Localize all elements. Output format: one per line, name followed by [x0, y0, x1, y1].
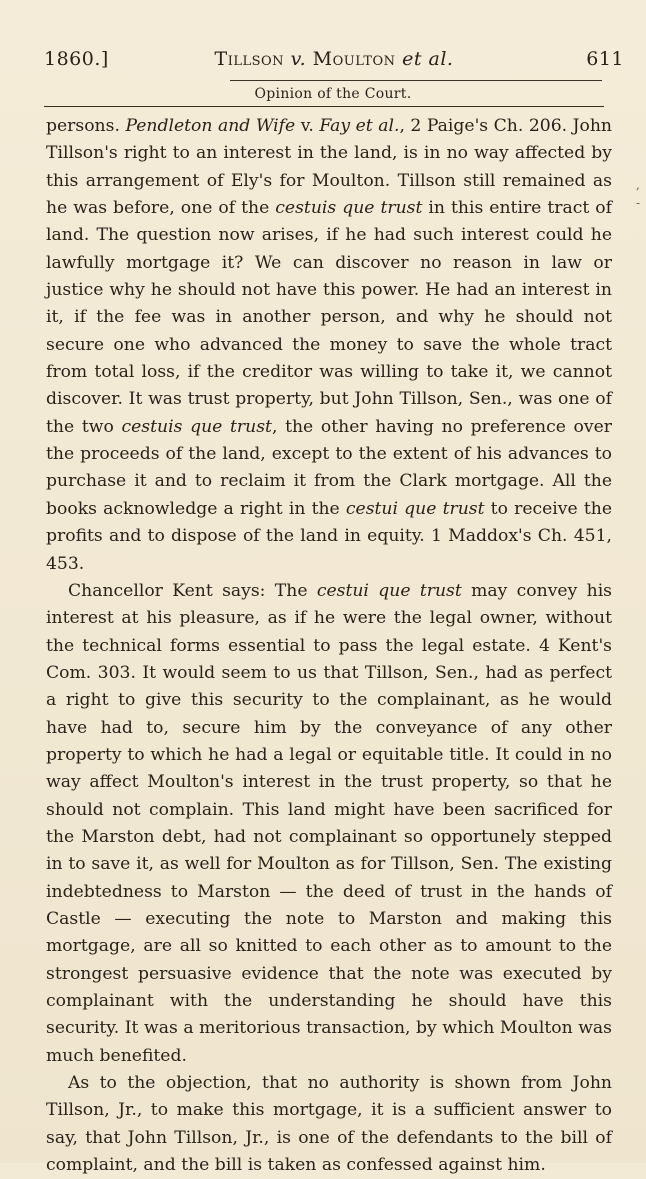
section-subhead: Opinion of the Court.	[254, 86, 412, 102]
text-run: Chancellor Kent says: The	[68, 580, 317, 601]
margin-mark: -	[636, 196, 641, 210]
case-party-a: Tillson	[214, 48, 285, 70]
case-citation: Fay et al.	[319, 116, 400, 136]
text-run: As to the objection, that no authority is shown from John Tillson, Jr., to make this mortgage, it is a sufficient answer to say, that John Tillson, Jr., is one of the defendants to the bill of complaint, and the bill is taken as confessed against him.	[46, 1073, 612, 1176]
latin-term: cestui que trust	[316, 580, 462, 601]
text-run: , the other having no preference over the proceeds of the land, except to the extent of his advances to purchase it and to reclaim it from the Clark mortgage. All the books acknowledge a right in the	[46, 416, 612, 519]
text-run: , 2 Paige's Ch. 206. John Tillson's right to an interest in the land, is in no way affected by this arrangement of Ely's for Moulton. Tillson still remained as he was before, one of the	[46, 116, 613, 219]
paragraph-1	[46, 113, 612, 578]
text-run: in this entire tract of land. The question now arises, if he had such interest could he lawfully mortgage it? We can discover no reason in law or justice why he should not have this power. He had an interest in it, if the fee was in another person, and why he should not secure one who advanced the money to save the whole tract from total loss, if the creditor was willing to take it, we cannot discover. It was trust property, but John Tillson, Sen., was one of the two	[46, 198, 612, 437]
latin-term: cestui que trust	[345, 498, 485, 519]
header-rule	[230, 80, 602, 81]
case-versus: v.	[290, 48, 307, 70]
header-page-number: 611	[586, 48, 624, 70]
text-run: v.	[295, 116, 320, 136]
subhead-rule	[44, 106, 604, 107]
text-run: persons.	[46, 116, 126, 136]
margin-mark: ,	[636, 178, 640, 192]
paragraph-2	[46, 578, 612, 1070]
latin-term: cestuis que trust	[275, 198, 423, 219]
case-party-b: Moulton	[312, 48, 396, 70]
header-year: 1860.]	[44, 48, 109, 70]
case-et-al: et al.	[402, 48, 454, 70]
text-run: may convey his interest at his pleasure, as if he were the legal owner, without the technical forms essential to pass the legal estate. 4 Kent's Com. 303. It would seem to us that Tillson, Sen., had as perfect a right to give this security to the complainant, as he would have had to, secure him by the conveyance of any other property to which he had a legal or equitable title. It could in no way affect Moulton's interest in the trust property, so that he should not complain. This land might have been sacrificed for the Marston debt, had not complainant so opportunely stepped in to save it, as well for Moulton as for Tillson, Sen. The existing indebtedness to Marston — the deed of trust in the hands of Castle — executing the note to Marston and making this mortgage, are all so knitted to each other as to amount to the strongest persuasive evidence that the note was executed by complainant with the understanding he should have this security. It was a meritorious transaction, by which Moulton was much benefited.	[46, 580, 613, 1066]
header-case-title	[44, 48, 624, 70]
case-citation: Pendleton and Wife	[125, 116, 296, 136]
latin-term: cestuis que trust	[121, 416, 272, 437]
opinion-text	[46, 113, 612, 1179]
text-run: to receive the profits and to dispose of the land in equity. 1 Maddox's Ch. 451, 453.	[46, 498, 612, 574]
running-header	[44, 48, 624, 76]
